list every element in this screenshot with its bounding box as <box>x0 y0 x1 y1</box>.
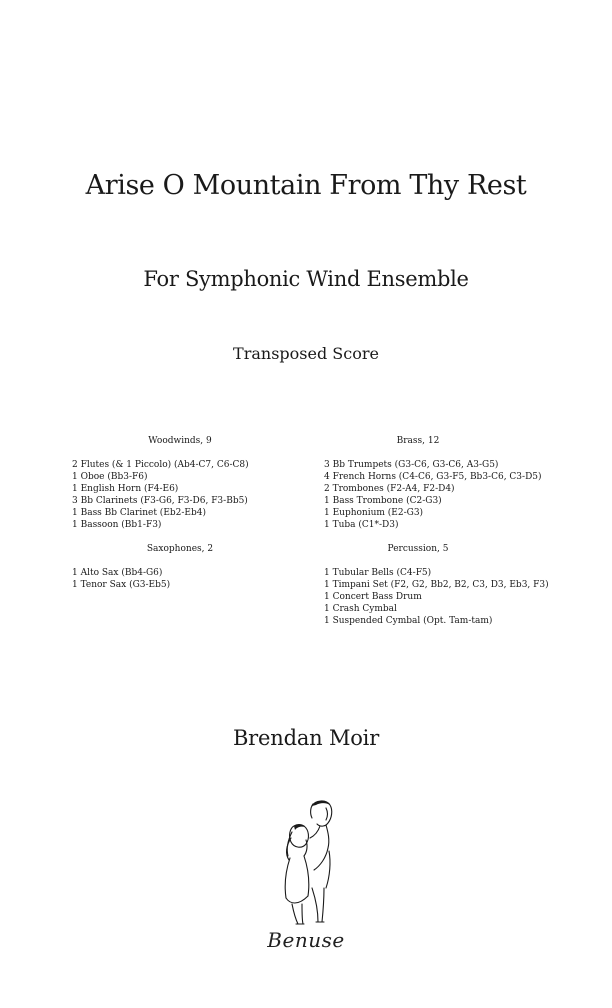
instrument-line: 1 Crash Cymbal <box>324 604 397 614</box>
brass-heading: Brass, 12 <box>396 436 440 446</box>
woodwinds-heading: Woodwinds, 9 <box>148 436 212 446</box>
instrument-line: 2 Trombones (F2-A4, F2-D4) <box>324 484 455 494</box>
saxophones-section <box>72 543 292 591</box>
page-title: Arise O Mountain From Thy Rest <box>85 170 527 201</box>
couple-illustration-icon <box>268 796 348 930</box>
saxophones-heading: Saxophones, 2 <box>146 544 214 554</box>
page-subtitle: For Symphonic Wind Ensemble <box>143 267 469 291</box>
instrument-line: 1 Bass Bb Clarinet (Eb2-Eb4) <box>72 508 206 518</box>
percussion-section <box>324 543 584 627</box>
composer-name: Brendan Moir <box>232 726 380 750</box>
instrument-line: 1 English Horn (F4-E6) <box>72 484 179 494</box>
instrument-line: 1 Tuba (C1*-D3) <box>324 520 399 530</box>
instrument-line: 1 Euphonium (E2-G3) <box>324 508 424 518</box>
instrument-line: 1 Tubular Bells (C4-F5) <box>324 568 432 578</box>
instrument-line: 2 Flutes (& 1 Piccolo) (Ab4-C7, C6-C8) <box>72 460 249 470</box>
instrumentation-left-column <box>72 435 292 603</box>
publisher-logo-text: Benuse <box>267 928 345 952</box>
instrument-line: 1 Suspended Cymbal (Opt. Tam-tam) <box>324 616 493 626</box>
instrument-line: 1 Bass Trombone (C2-G3) <box>324 496 442 506</box>
instrument-line: 3 Bb Trumpets (G3-C6, G3-C6, A3-G5) <box>324 460 499 470</box>
instrument-line: 1 Bassoon (Bb1-F3) <box>72 520 162 530</box>
instrumentation-right-column <box>324 435 584 639</box>
instrument-line: 1 Concert Bass Drum <box>324 592 422 602</box>
instrument-line: 1 Tenor Sax (G3-Eb5) <box>72 580 171 590</box>
instrument-line: 1 Oboe (Bb3-F6) <box>72 472 148 482</box>
score-type-label: Transposed Score <box>233 344 379 363</box>
instrument-line: 1 Timpani Set (F2, G2, Bb2, B2, C3, D3, Eb3, F3) <box>324 580 549 590</box>
woodwinds-section <box>72 435 292 531</box>
brass-section <box>324 435 584 531</box>
percussion-heading: Percussion, 5 <box>387 544 449 554</box>
instrument-line: 1 Alto Sax (Bb4-G6) <box>72 568 163 578</box>
instrument-line: 4 French Horns (C4-C6, G3-F5, Bb3-C6, C3-D5) <box>324 472 542 482</box>
instrument-line: 3 Bb Clarinets (F3-G6, F3-D6, F3-Bb5) <box>72 496 248 506</box>
